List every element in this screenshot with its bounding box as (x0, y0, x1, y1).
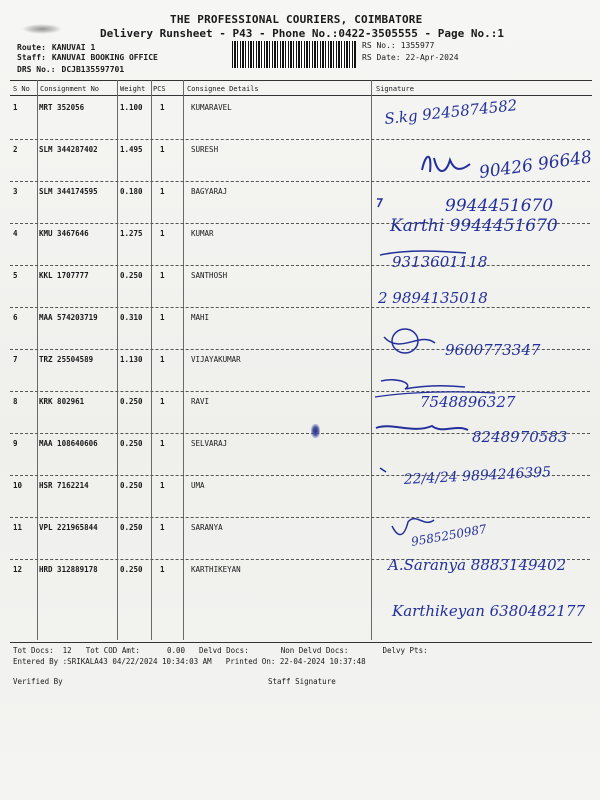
row-sno: 1 (13, 103, 18, 112)
row-pcs: 1 (160, 187, 165, 196)
row-consignee: SURESH (191, 145, 219, 154)
row-sno: 9 (13, 439, 18, 448)
staff-label: Staff: (17, 53, 46, 62)
row-pcs: 1 (160, 313, 165, 322)
row-consignment: HRD 312889178 (39, 565, 98, 574)
row-weight: 0.250 (120, 397, 143, 406)
row-weight: 0.250 (120, 439, 143, 448)
row-consignment: MAA 108640606 (39, 439, 98, 448)
row-sno: 5 (13, 271, 18, 280)
table-top-rule (10, 80, 592, 81)
signature-text: 9313601118 (392, 253, 488, 271)
col-consignment: Consignment No (40, 85, 100, 93)
col-signature: Signature (376, 85, 414, 93)
verified-by: Verified By (13, 677, 63, 686)
signature-text: 9600773347 (445, 341, 541, 359)
row-sno: 8 (13, 397, 18, 406)
row-pcs: 1 (160, 145, 165, 154)
col-consignee: Consignee Details (187, 85, 259, 93)
row-weight: 1.495 (120, 145, 143, 154)
row-weight: 0.250 (120, 565, 143, 574)
staff-value: KANUVAI BOOKING OFFICE (51, 53, 158, 62)
signature-text: A.Saranya 8883149402 (388, 556, 567, 574)
row-pcs: 1 (160, 355, 165, 364)
signature-text: 8248970583 (472, 428, 568, 446)
row-consignee: SANTHOSH (191, 271, 228, 280)
row-pcs: 1 (160, 565, 165, 574)
entered-row (13, 657, 380, 667)
row-weight: 1.130 (120, 355, 143, 364)
signature-text: 7548896327 (420, 393, 516, 411)
staff-signature: Staff Signature (268, 677, 336, 686)
row-weight: 1.100 (120, 103, 143, 112)
row-consignee: VIJAYAKUMAR (191, 355, 241, 364)
printed-on: Printed On: 22-04-2024 10:37:48 (225, 657, 366, 666)
signature-text: S.kg 9245874582 (383, 96, 519, 128)
delvd-docs: Delvd Docs: (199, 646, 249, 655)
company-title: THE PROFESSIONAL COURIERS, COIMBATORE (170, 13, 423, 26)
non-delvd-docs: Non Delvd Docs: (280, 646, 349, 655)
row-weight: 0.310 (120, 313, 143, 322)
rs-date-label: RS Date: (362, 53, 401, 62)
signature-text: 90426 96648 (477, 147, 594, 183)
tot-cod: Tot COD Amt: 0.00 (85, 646, 186, 655)
row-consignee: SELVARAJ (191, 439, 228, 448)
row-consignment: KRK 802961 (39, 397, 85, 406)
row-consignment: SLM 344174595 (39, 187, 98, 196)
row-sno: 4 (13, 229, 18, 238)
entered-by: Entered By :SRIKALA43 04/22/2024 10:34:03 AM (13, 657, 212, 666)
rs-no-value: 1355977 (400, 41, 435, 50)
row-weight: 0.180 (120, 187, 143, 196)
rs-date-row (362, 53, 459, 63)
tot-docs: Tot Docs: 12 (13, 646, 72, 655)
ink-blot (311, 424, 320, 438)
signature-text: 9585250987 (410, 521, 488, 549)
row-sno: 2 (13, 145, 18, 154)
row-weight: 0.250 (120, 271, 143, 280)
row-consignee: MAHI (191, 313, 210, 322)
signature-text: 9944451670 (445, 196, 554, 216)
signature-text: 22/4/24 9894246395 (403, 464, 552, 488)
signature-text: Karthikeyan 6380482177 (392, 602, 586, 620)
rs-no-row (362, 41, 434, 51)
table-head-rule (10, 95, 592, 96)
row-sno: 6 (13, 313, 18, 322)
row-weight: 1.275 (120, 229, 143, 238)
row-consignment: MAA 574203719 (39, 313, 98, 322)
row-consignee: KUMAR (191, 229, 214, 238)
row-sno: 3 (13, 187, 18, 196)
row-pcs: 1 (160, 103, 165, 112)
route-label: Route: (17, 43, 46, 52)
row-consignment: VPL 221965844 (39, 523, 98, 532)
row-consignee: UMA (191, 481, 205, 490)
row-sno: 11 (13, 523, 23, 532)
row-pcs: 1 (160, 397, 165, 406)
signature-scrawl (381, 380, 465, 389)
row-consignee: BAGYARAJ (191, 187, 228, 196)
row-pcs: 1 (160, 481, 165, 490)
row-consignment: KMU 3467646 (39, 229, 89, 238)
signature-mark (380, 468, 386, 472)
col-weight: Weight (120, 85, 146, 93)
rs-no-label: RS No.: (362, 41, 396, 50)
barcode-image (232, 41, 356, 68)
row-consignee: SARANYA (191, 523, 223, 532)
row-consignee: RAVI (191, 397, 210, 406)
signature-text: 2 9894135018 (378, 289, 488, 307)
runsheet-line: Delivery Runsheet - P43 - Phone No.:0422-3505555 - Page No.:1 (100, 27, 504, 40)
row-consignee: KARTHIKEYAN (191, 565, 241, 574)
drs-label: DRS No.: (17, 65, 56, 74)
delvy-pts: Delvy Pts: (382, 646, 428, 655)
row-consignment: HSR 7162214 (39, 481, 89, 490)
row-consignment: TRZ 25504589 (39, 355, 94, 364)
row-pcs: 1 (160, 271, 165, 280)
row-pcs: 1 (160, 229, 165, 238)
signature-mark (377, 199, 382, 207)
row-weight: 0.250 (120, 523, 143, 532)
row-pcs: 1 (160, 523, 165, 532)
signature-scrawl (422, 157, 470, 172)
row-pcs: 1 (160, 439, 165, 448)
row-consignment: MRT 352056 (39, 103, 85, 112)
row-sno: 10 (13, 481, 23, 490)
signature-text: Karthi 9944451670 (390, 216, 558, 236)
drs-row (17, 65, 124, 75)
footer-rule (10, 642, 592, 643)
col-pcs: PCS (153, 85, 166, 93)
row-consignment: SLM 344287402 (39, 145, 98, 154)
header-smudge (22, 24, 62, 34)
route-value: KANUVAI 1 (51, 43, 96, 52)
row-weight: 0.250 (120, 481, 143, 490)
rs-date-value: 22-Apr-2024 (405, 53, 459, 62)
signature-scrawl (376, 426, 468, 430)
route-row (17, 43, 95, 53)
staff-row (17, 53, 158, 63)
row-sno: 7 (13, 355, 18, 364)
row-consignee: KUMARAVEL (191, 103, 232, 112)
row-sno: 12 (13, 565, 23, 574)
col-sno: S No (13, 85, 30, 93)
totals-row (13, 646, 442, 656)
drs-value: DCJB135597701 (61, 65, 125, 74)
row-consignment: KKL 1707777 (39, 271, 89, 280)
